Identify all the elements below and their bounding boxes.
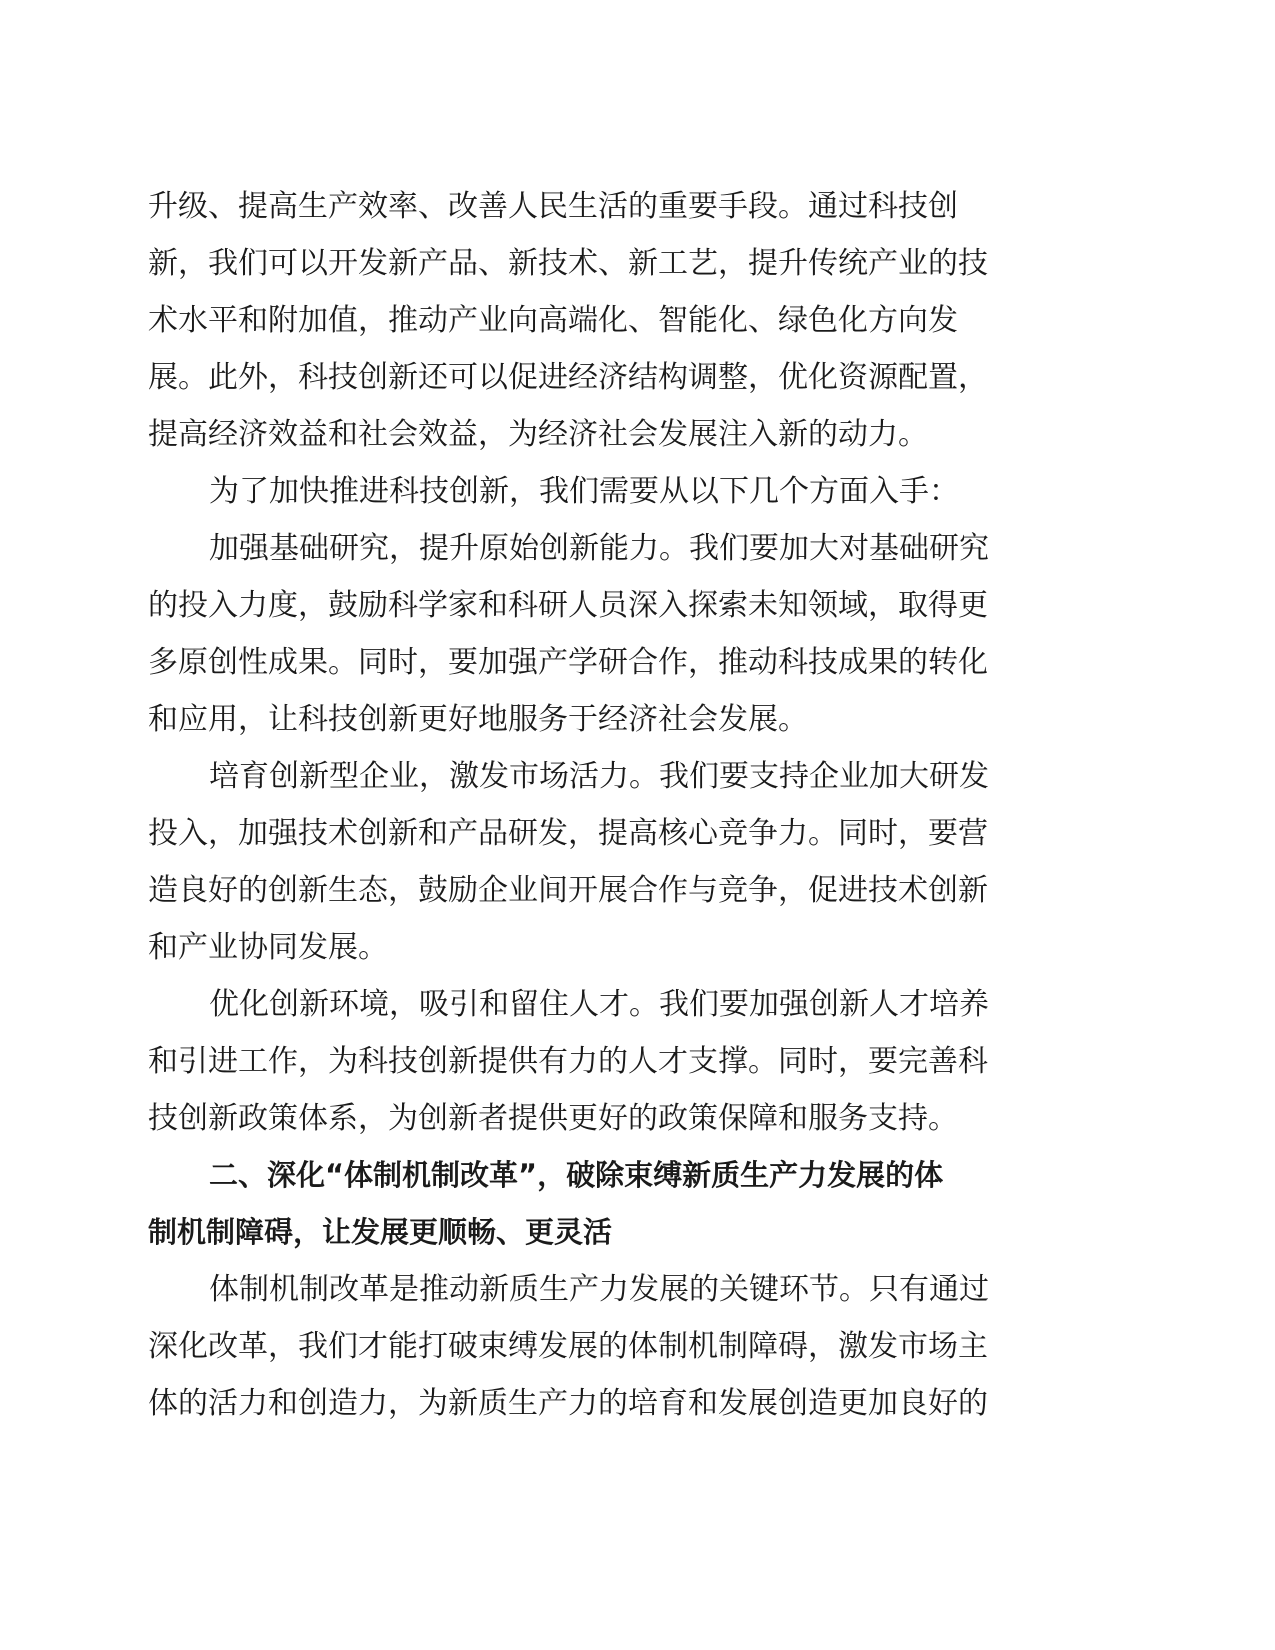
section-heading-line: 制机制障碍，让发展更顺畅、更灵活 (148, 1215, 613, 1249)
section-heading-line: 二、深化“体制机制改革”，破除束缚新质生产力发展的体 (209, 1158, 944, 1192)
text-line: 技创新政策体系，为创新者提供更好的政策保障和服务支持。 (148, 1101, 958, 1136)
text-line: 和产业协同发展。 (148, 930, 388, 965)
text-line: 术水平和附加值，推动产业向高端化、智能化、绿色化方向发 (148, 303, 958, 338)
text-line: 升级、提高生产效率、改善人民生活的重要手段。通过科技创 (148, 189, 958, 224)
text-line: 提高经济效益和社会效益，为经济社会发展注入新的动力。 (148, 417, 928, 452)
body-text (148, 178, 1040, 1432)
text-line: 展。此外，科技创新还可以促进经济结构调整，优化资源配置， (148, 360, 988, 395)
paragraph-start-line: 优化创新环境，吸引和留住人才。我们要加强创新人才培养 (209, 987, 989, 1022)
paragraph-start-line: 加强基础研究，提升原始创新能力。我们要加大对基础研究 (209, 531, 989, 566)
text-line: 体的活力和创造力，为新质生产力的培育和发展创造更加良好的 (148, 1386, 988, 1421)
text-line: 新，我们可以开发新产品、新技术、新工艺，提升传统产业的技 (148, 246, 988, 281)
text-line: 和引进工作，为科技创新提供有力的人才支撑。同时，要完善科 (148, 1044, 988, 1079)
paragraph-start-line: 为了加快推进科技创新，我们需要从以下几个方面入手： (209, 474, 959, 509)
paragraph-start-line: 体制机制改革是推动新质生产力发展的关键环节。只有通过 (209, 1272, 989, 1307)
text-line: 投入，加强技术创新和产品研发，提高核心竞争力。同时，要营 (148, 816, 988, 851)
text-line: 的投入力度，鼓励科学家和科研人员深入探索未知领域，取得更 (148, 588, 988, 623)
text-line: 多原创性成果。同时，要加强产学研合作，推动科技成果的转化 (148, 645, 988, 680)
text-line: 和应用，让科技创新更好地服务于经济社会发展。 (148, 702, 808, 737)
text-line: 深化改革，我们才能打破束缚发展的体制机制障碍，激发市场主 (148, 1329, 988, 1364)
paragraph-start-line: 培育创新型企业，激发市场活力。我们要支持企业加大研发 (209, 759, 989, 794)
text-line: 造良好的创新生态，鼓励企业间开展合作与竞争，促进技术创新 (148, 873, 988, 908)
